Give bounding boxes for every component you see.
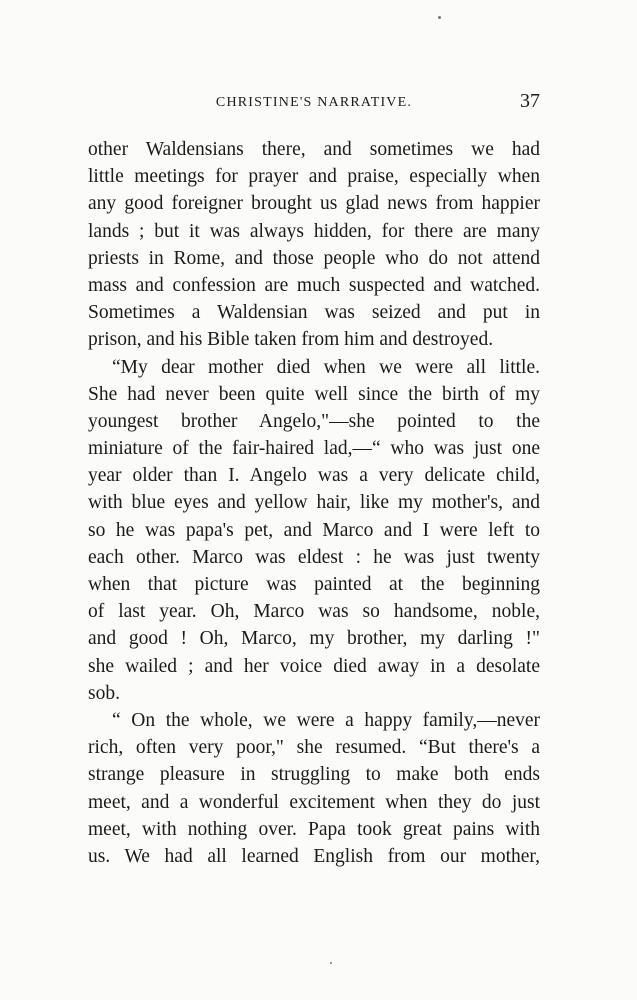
text-line: mass and confession are much suspected and watched.: [88, 274, 540, 296]
running-title: CHRISTINE'S NARRATIVE.: [215, 95, 413, 110]
text-line: “ On the whole, we were a happy family,—never: [112, 709, 540, 731]
text-line: meet, with nothing over. Papa took great pains with: [88, 818, 540, 840]
text-line: year older than I. Angelo was a very delicate child,: [88, 465, 540, 487]
text-line: when that picture was painted at the beginning: [88, 574, 540, 595]
text-line: she wailed ; and her voice died away in a desolate: [88, 655, 540, 677]
text-line: other Waldensians there, and sometimes we had: [88, 139, 540, 160]
page-header: [88, 90, 540, 116]
text-line: so he was papa's pet, and Marco and I were left to: [88, 519, 540, 541]
text-line: rich, often very poor," she resumed. “But there's a: [88, 737, 540, 759]
text-line: “My dear mother died when we were all little.: [112, 356, 540, 378]
text-line: of last year. Oh, Marco was so handsome, noble,: [88, 601, 540, 623]
ink-speck: [330, 962, 332, 964]
text-line: youngest brother Angelo,"—she pointed to the: [88, 410, 540, 432]
text-line: Sometimes a Waldensian was seized and put in: [88, 302, 540, 324]
text-line: strange pleasure in struggling to make both ends: [88, 764, 540, 786]
text-line: miniature of the fair-haired lad,—“ who was just one: [88, 438, 540, 460]
page-number: 37: [520, 90, 540, 112]
text-line: lands ; but it was always hidden, for there are many: [88, 220, 540, 242]
ink-speck: [438, 16, 441, 19]
text-line: She had never been quite well since the birth of my: [88, 383, 540, 405]
text-line: each other. Marco was eldest : he was just twenty: [88, 546, 540, 568]
text-line: priests in Rome, and those people who do not attend: [88, 247, 540, 269]
body-text: [88, 136, 540, 870]
text-line: with blue eyes and yellow hair, like my mother's, and: [88, 492, 540, 514]
text-line: meet, and a wonderful excitement when they do just: [88, 791, 540, 813]
text-line: any good foreigner brought us glad news from happier: [88, 193, 540, 215]
text-line: prison, and his Bible taken from him and destroyed.: [88, 329, 494, 351]
text-line: little meetings for prayer and praise, especially when: [88, 166, 540, 188]
text-line: us. We had all learned English from our mother,: [88, 845, 540, 867]
text-line: and good ! Oh, Marco, my brother, my darling !": [88, 628, 540, 650]
text-line: sob.: [88, 682, 120, 704]
